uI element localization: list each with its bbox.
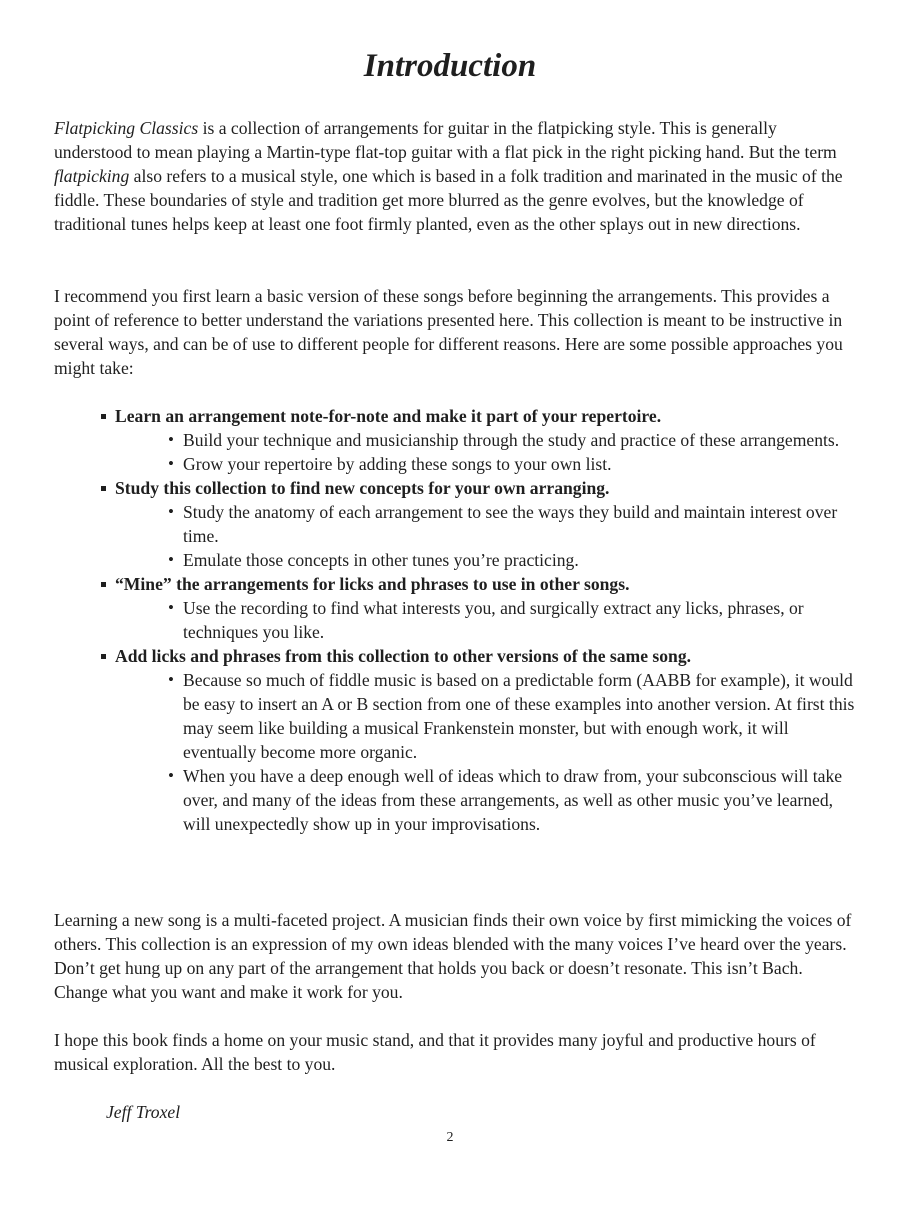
approach-heading: Add licks and phrases from this collection to other versions of the same song.	[115, 646, 692, 666]
approach-point-text: Emulate those concepts in other tunes you’re practicing.	[183, 550, 579, 570]
square-bullet-icon	[101, 486, 106, 491]
approach-item	[100, 404, 860, 476]
recommendation-paragraph: I recommend you first learn a basic version of these songs before beginning the arrangements. This provides a point of reference to better understand the variations presented here. This collection is meant to be instructive in several ways, and can be of use to different people for different reasons. Here are some possible approaches you might take:	[54, 286, 843, 378]
intro-text-part-2: also refers to a musical style, one which is based in a folk tradition and marinated in the music of the fiddle. These boundaries of style and tradition get more blurred as the genre evolves, but the knowledge of traditional tunes helps keep at least one foot firmly planted, even as the other splays out in new directions.	[54, 166, 843, 234]
approach-point	[168, 428, 860, 452]
approach-point	[168, 452, 860, 476]
approach-point	[168, 596, 860, 644]
approach-point-text: Use the recording to find what interests you, and surgically extract any licks, phrases, or techniques you like.	[183, 598, 804, 642]
approach-point	[168, 668, 860, 764]
book-title: Flatpicking Classics	[54, 118, 199, 138]
approach-points	[115, 596, 860, 644]
round-bullet-icon: •	[168, 430, 174, 449]
approach-point-text: Study the anatomy of each arrangement to see the ways they build and maintain interest over time.	[183, 502, 838, 546]
round-bullet-icon: •	[168, 598, 174, 617]
page-number: 2	[446, 1130, 454, 1145]
round-bullet-icon: •	[168, 502, 174, 521]
approach-item	[100, 476, 860, 572]
approach-point	[168, 548, 860, 572]
round-bullet-icon: •	[168, 670, 174, 689]
learning-paragraph: Learning a new song is a multi-faceted project. A musician finds their own voice by first mimicking the voices of others. This collection is an expression of my own ideas blended with the many voices I’ve heard over the years. Don’t get hung up on any part of the arrangement that holds you back or doesn’t resonate. This isn’t Bach. Change what you want and make it work for you.	[54, 910, 852, 1002]
approach-item	[100, 644, 860, 836]
approach-point-text: Because so much of fiddle music is based on a predictable form (AABB for example), it would be easy to insert an A or B section from one of these examples into another version. At first this may seem like building a musical Frankenstein monster, but with enough work, it will eventually become more organic.	[183, 670, 855, 762]
approach-points	[115, 668, 860, 836]
square-bullet-icon	[101, 414, 106, 419]
closing-paragraph: I hope this book finds a home on your music stand, and that it provides many joyful and productive hours of musical exploration. All the best to you.	[54, 1030, 816, 1074]
page-title: Introduction	[363, 48, 537, 84]
approach-heading: “Mine” the arrangements for licks and phrases to use in other songs.	[115, 574, 630, 594]
approach-point-text: When you have a deep enough well of ideas which to draw from, your subconscious will take over, and many of the ideas from these arrangements, as well as other music you’ve learned, will unexpectedly show up in your improvisations.	[183, 766, 843, 834]
round-bullet-icon: •	[168, 454, 174, 473]
approach-points	[115, 428, 860, 476]
approach-points	[115, 500, 860, 572]
author-signature: Jeff Troxel	[106, 1102, 181, 1122]
square-bullet-icon	[101, 582, 106, 587]
approach-point-text: Build your technique and musicianship through the study and practice of these arrangements.	[183, 430, 840, 450]
intro-text-part-1: is a collection of arrangements for guitar in the flatpicking style. This is generally understood to mean playing a Martin-type flat-top guitar with a flat pick in the right picking hand. But the term	[54, 118, 837, 162]
term-flatpicking: flatpicking	[54, 166, 130, 186]
approach-item	[100, 572, 860, 644]
approach-heading: Learn an arrangement note-for-note and make it part of your repertoire.	[115, 406, 662, 426]
round-bullet-icon: •	[168, 766, 174, 785]
approaches-list	[100, 404, 860, 836]
approach-heading: Study this collection to find new concepts for your own arranging.	[115, 478, 610, 498]
intro-paragraph	[54, 116, 854, 236]
approach-point	[168, 764, 860, 836]
approach-point	[168, 500, 860, 548]
approach-point-text: Grow your repertoire by adding these songs to your own list.	[183, 454, 612, 474]
round-bullet-icon: •	[168, 550, 174, 569]
square-bullet-icon	[101, 654, 106, 659]
